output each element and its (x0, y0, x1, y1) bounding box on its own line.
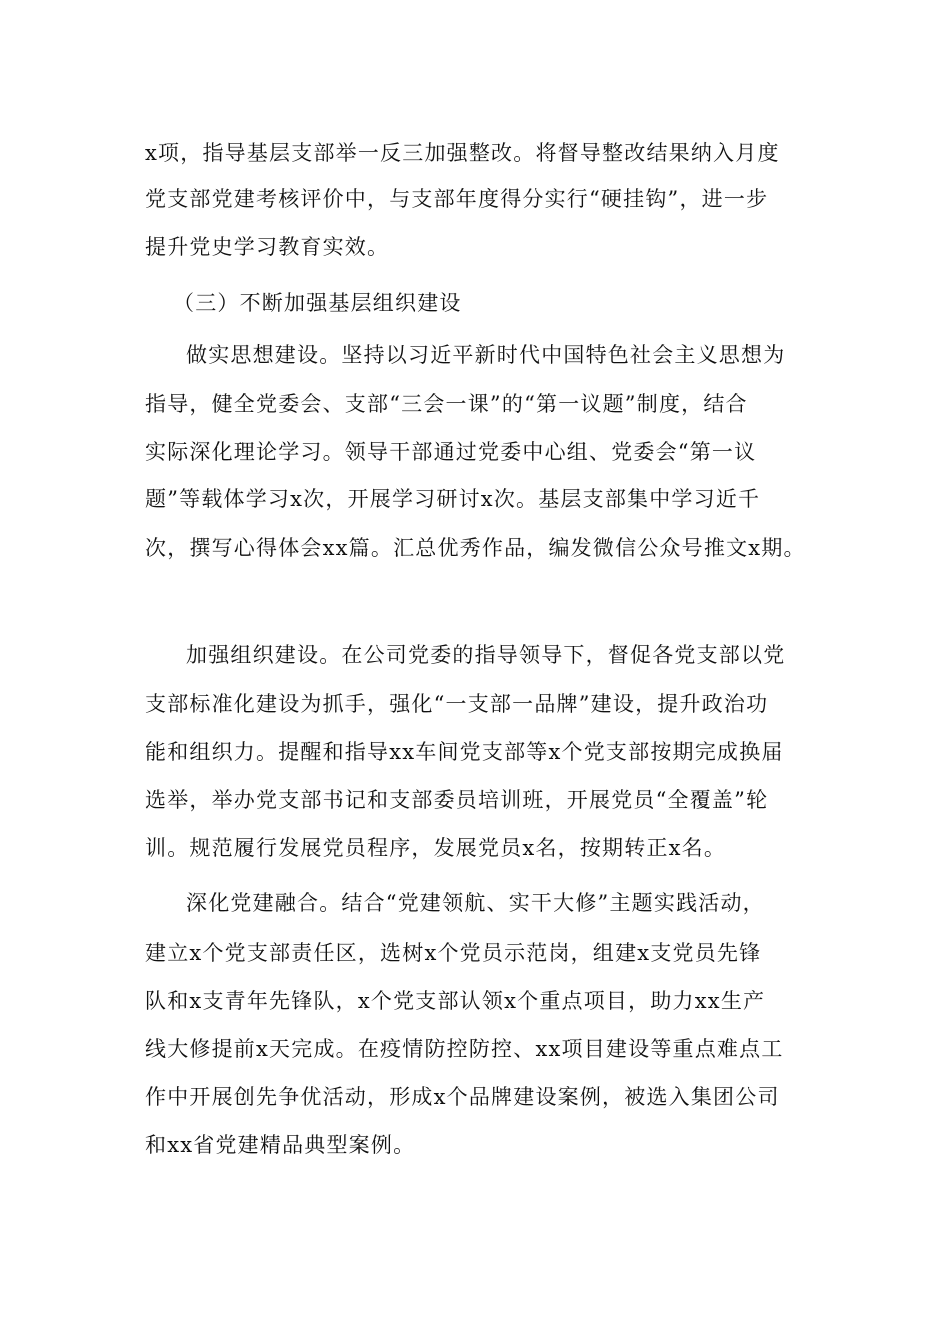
paragraph-line: 次，撰写心得体会xx篇。汇总优秀作品，编发微信公众号推文x期。 (145, 536, 806, 560)
section-heading: （三）不断加强基层组织建设 (173, 291, 462, 315)
paragraph-line: 实际深化理论学习。领导干部通过党委中心组、党委会“第一议 (145, 440, 757, 464)
paragraph-line: 党支部党建考核评价中，与支部年度得分实行“硬挂钩”，进一步 (145, 187, 769, 211)
paragraph-line: 作中开展创先争优活动，形成x个品牌建设案例，被选入集团公司 (145, 1085, 780, 1109)
paragraph-line: 支部标准化建设为抓手，强化“一支部一品牌”建设，提升政治功 (145, 692, 769, 716)
paragraph-line: 队和x支青年先锋队，x个党支部认领x个重点项目，助力xx生产 (145, 989, 766, 1013)
paragraph-line: 加强组织建设。在公司党委的指导领导下，督促各党支部以党 (186, 643, 786, 667)
paragraph-line: x项，指导基层支部举一反三加强整改。将督导整改结果纳入月度 (145, 141, 780, 165)
paragraph-line: 做实思想建设。坚持以习近平新时代中国特色社会主义思想为 (186, 343, 786, 367)
paragraph-line: 题”等载体学习x次，开展学习研讨x次。基层支部集中学习近千 (145, 487, 761, 511)
paragraph-line: 选举，举办党支部书记和支部委员培训班，开展党员“全覆盖”轮 (145, 788, 769, 812)
paragraph-line: 提升党史学习教育实效。 (145, 235, 390, 259)
paragraph-line: 训。规范履行发展党员程序，发展党员x名，按期转正x名。 (145, 836, 727, 860)
paragraph-line: 能和组织力。提醒和指导xx车间党支部等x个党支部按期完成换届 (145, 740, 784, 764)
paragraph-line: 线大修提前x天完成。在疫情防控防控、xx项目建设等重点难点工 (145, 1037, 784, 1061)
paragraph-line: 建立x个党支部责任区，选树x个党员示范岗，组建x支党员先锋 (145, 941, 762, 965)
paragraph-line: 深化党建融合。结合“党建领航、实干大修”主题实践活动， (186, 891, 765, 915)
paragraph-line: 和xx省党建精品典型案例。 (145, 1133, 416, 1157)
paragraph-line: 指导，健全党委会、支部“三会一课”的“第一议题”制度，结合 (145, 392, 748, 416)
